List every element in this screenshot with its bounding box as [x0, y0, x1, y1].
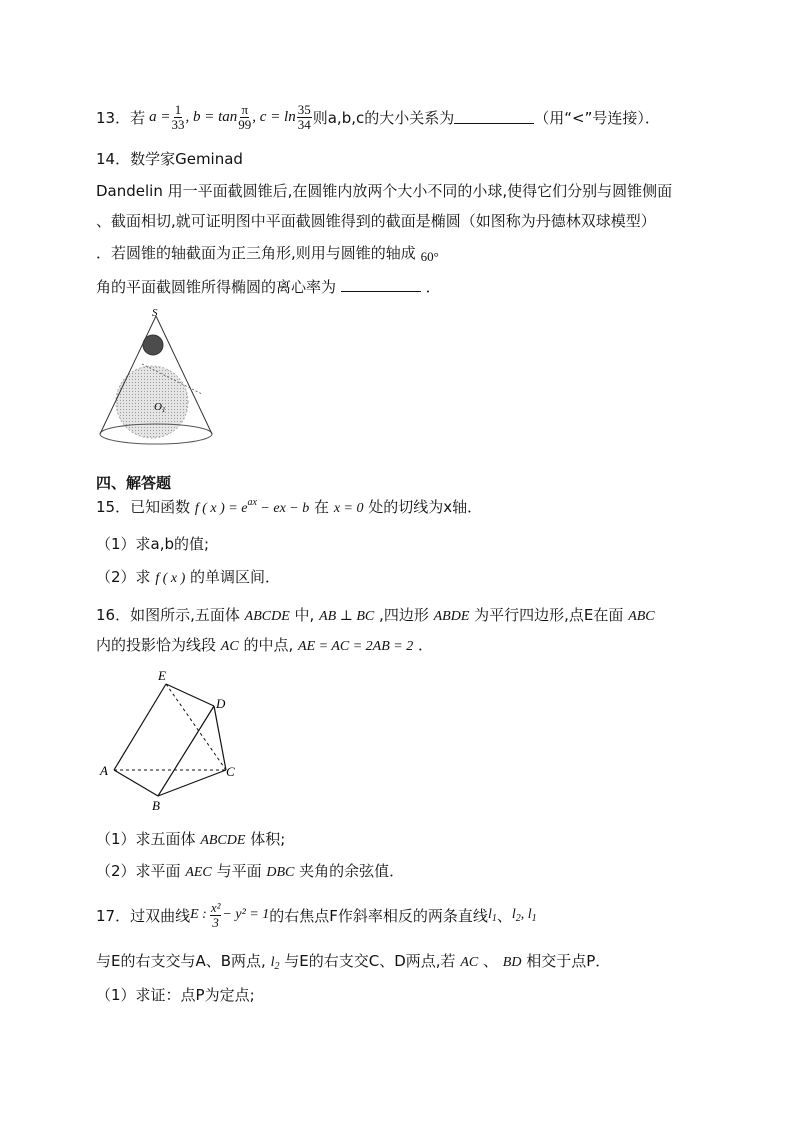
- label-d: D: [216, 696, 226, 711]
- q15-part-2-a: （2）求: [96, 568, 151, 586]
- q16-p2e: 夹角的余弦值．: [299, 862, 405, 880]
- q16-l2d: AE = AC = 2AB = 2: [298, 639, 414, 654]
- q16-p1a: （1）求五面体: [96, 830, 196, 848]
- q14-line-2: Dandelin 用一平面截圆锥后,在圆锥内放两个大小不同的小球,使得它们分别与圆锥侧面: [96, 182, 673, 200]
- q16-line-1: [96, 604, 655, 625]
- q16-l1h: ABC: [628, 609, 655, 624]
- q15-number-text: 15．已知函数: [96, 498, 191, 516]
- q13-c-eq: , c = ln: [252, 108, 296, 125]
- q17-l2f: BD: [502, 955, 522, 970]
- q17-frac-num: x²: [210, 899, 221, 915]
- q13-answer-blank: [454, 111, 534, 124]
- q17-l2b: $l_2$: [270, 955, 280, 972]
- q16-l2e: ．: [418, 636, 434, 654]
- q16-l1d: AB ⊥ BC: [319, 609, 375, 624]
- q13-c-fraction: [297, 103, 312, 132]
- q16-l1c: 中,: [294, 606, 315, 624]
- label-c: C: [226, 764, 235, 779]
- q13-tail-2: （用“<”号连接）．: [534, 108, 660, 127]
- q17-l1e: $l_1$: [487, 906, 497, 924]
- q17-l1g: $l_2$: [511, 906, 521, 924]
- q15-condition: x = 0: [333, 501, 364, 516]
- q14-line-5: [96, 276, 441, 297]
- q13-ruo: 若: [130, 108, 146, 127]
- q17-l1h: , $l_1$: [520, 906, 537, 924]
- q16-l2b: AC: [220, 639, 239, 654]
- q17-l2c: 与E的右支交C、D两点,若: [284, 952, 456, 970]
- q17-l2e: 、: [483, 952, 499, 970]
- q17-l1c: − y² = 1: [222, 907, 270, 922]
- q15-end: 处的切线为x轴．: [368, 498, 483, 516]
- q16-p2c: 与平面: [216, 862, 262, 880]
- q16-l1f: ABDE: [433, 609, 470, 624]
- q14-line-4-text: ．若圆锥的轴截面为正三角形,则用与圆锥的轴成: [96, 244, 416, 262]
- q17-line-2: [96, 950, 610, 972]
- q16-p1b: ABCDE: [200, 833, 246, 848]
- q14-answer-blank: [341, 279, 421, 292]
- label-a: A: [100, 763, 108, 778]
- q14-line-3: 、截面相切,就可证明图中平面截圆锥得到的截面是椭圆（如图称为丹德林双球模型）: [96, 212, 656, 230]
- pentahedron-figure: [96, 666, 246, 816]
- q16-l2c: 的中点,: [243, 636, 294, 654]
- q17-l2g: 相交于点P．: [526, 952, 611, 970]
- q16-p2a: （2）求平面: [96, 862, 181, 880]
- q13-a-den: 33: [171, 116, 185, 132]
- q16-l1g: 为平行四边形,点E在面: [474, 606, 624, 624]
- q14-line-5-text: 角的平面截圆锥所得椭圆的离心率为: [96, 278, 337, 296]
- q13-c-den: 34: [297, 116, 311, 132]
- q17-l1f: 、: [496, 906, 512, 925]
- q13-a-eq: a =: [149, 108, 171, 125]
- q13-b-eq: , b = tan: [185, 108, 238, 125]
- q14-line-5-end: ．: [425, 278, 441, 296]
- q15-part-1: （1）求a,b的值;: [96, 535, 210, 553]
- q13-c-num: 35: [297, 101, 311, 117]
- label-s: S: [152, 307, 158, 319]
- question-13: [96, 100, 660, 134]
- q17-line-1: [96, 898, 537, 932]
- q15-line-1: [96, 496, 482, 517]
- q13-b-den: 99: [238, 116, 252, 132]
- q16-part-1: [96, 828, 285, 849]
- q15-mid: 在: [314, 498, 330, 516]
- q16-p2d: DBC: [266, 865, 295, 880]
- q13-a-fraction: [171, 103, 184, 132]
- q15-function: f ( x ) = $e^{ax}$ − ex − b: [194, 497, 310, 516]
- q14-line-1: 14．数学家Geminad: [96, 150, 243, 168]
- q17-l1b: E :: [190, 907, 207, 922]
- label-o1: O1: [154, 401, 166, 414]
- q17-part-1: （1）求证：点P为定点;: [96, 986, 255, 1004]
- q17-fraction: [210, 901, 222, 930]
- dandelin-cone-figure: [92, 306, 222, 456]
- q13-number: 13．: [96, 108, 131, 127]
- q16-l1a: 16．如图所示,五面体: [96, 606, 240, 624]
- q17-l2d: AC: [460, 955, 479, 970]
- q16-p2b: AEC: [185, 865, 212, 880]
- q16-l1b: ABCDE: [244, 609, 290, 624]
- q13-b-fraction: [238, 103, 251, 132]
- q15-part-2: [96, 566, 280, 587]
- q16-line-2: [96, 634, 433, 655]
- q16-part-2: [96, 860, 404, 881]
- q17-l2a: 与E的右支交与A、B两点,: [96, 952, 266, 970]
- q13-a-num: 1: [174, 101, 182, 117]
- section-heading-answers: 四、解答题: [96, 474, 172, 492]
- q14-line-4: [96, 242, 439, 265]
- q14-angle: 60°: [420, 249, 439, 264]
- q17-l1d: 的右焦点F作斜率相反的两条直线: [269, 906, 488, 925]
- q16-p1c: 体积;: [250, 830, 286, 848]
- q17-frac-den: 3: [212, 914, 219, 930]
- label-b: B: [152, 798, 160, 813]
- q15-part-2-b: 的单调区间．: [190, 568, 281, 586]
- q17-l1a: 17．过双曲线: [96, 906, 191, 925]
- label-e: E: [158, 668, 166, 683]
- q13-b-num: π: [241, 101, 249, 117]
- q16-l2a: 内的投影恰为线段: [96, 636, 217, 654]
- q16-l1e: ,四边形: [379, 606, 429, 624]
- q15-part-2-func: f ( x ): [155, 571, 186, 586]
- q13-tail-1: 则a,b,c的大小关系为: [312, 108, 455, 127]
